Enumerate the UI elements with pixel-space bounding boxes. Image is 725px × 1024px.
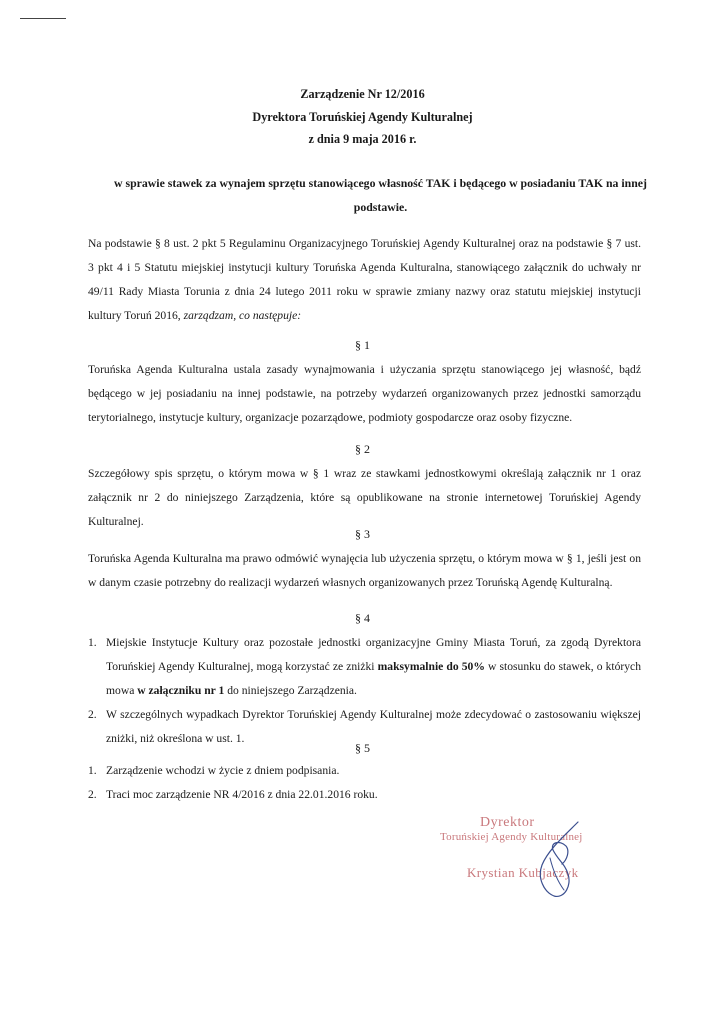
handwritten-signature (520, 820, 600, 900)
list-item (88, 783, 641, 807)
section-1-text: Toruńska Agenda Kulturalna ustala zasady wynajmowania i użyczania sprzętu stanowiącego jej własność, bądź będącego w jej posiadaniu na innej podstawie, na potrzeby wydarzeń organizowanych przez jednostki samorządu terytorialnego, instytucje kultury, organizacje pozarządowe, podmioty gospodarcze oraz osoby fizyczne. (88, 363, 641, 424)
issuer: Dyrektora Toruńskiej Agendy Kulturalnej (252, 110, 473, 124)
stamp-name: Krystian Kubjaczyk (467, 865, 579, 880)
item-text: Traci moc zarządzenie NR 4/2016 z dnia 22.01.2016 roku. (106, 788, 378, 801)
item-bold: maksymalnie do 50% (377, 660, 485, 673)
preamble-italic: zarządzam, co następuje: (183, 309, 302, 322)
order-date: z dnia 9 maja 2016 r. (308, 132, 417, 146)
section-4-list (88, 631, 641, 751)
section-1-heading: § 1 (355, 338, 370, 352)
order-number: Zarządzenie Nr 12/2016 (300, 87, 425, 101)
section-3-text: Toruńska Agenda Kulturalna ma prawo odmówić wynajęcia lub użyczenia sprzętu, o którym mowa w § 1, jeśli jest on w danym czasie potrzebny do realizacji wydarzeń własnych organizowanych przez Toruńską Agendę Kulturalną. (88, 552, 641, 589)
list-item (88, 631, 641, 703)
item-text: do niniejszego Zarządzenia. (224, 684, 357, 697)
item-number: 2. (88, 788, 97, 801)
section-5-heading: § 5 (355, 741, 370, 755)
section-5-list (88, 759, 641, 807)
section-2-text: Szczegółowy spis sprzętu, o którym mowa w § 1 wraz ze stawkami jednostkowymi określają załącznik nr 1 oraz załącznik nr 2 do niniejszego Zarządzenia, które są opublikowane na stronie internetowej Toruńskiej Agendy Kulturalnej. (88, 467, 641, 528)
item-bold: w załączniku nr 1 (137, 684, 225, 697)
order-subject: w sprawie stawek za wynajem sprzętu stanowiącego własność TAK i będącego w posiadaniu TAK na innej podstawie. (114, 176, 647, 214)
item-text: W szczególnych wypadkach Dyrektor Toruńskiej Agendy Kulturalnej może zdecydować o zastosowaniu większej zniżki, niż określona w ust. 1. (106, 708, 641, 745)
item-number: 1. (88, 636, 97, 649)
preamble-text: Na podstawie § 8 ust. 2 pkt 5 Regulaminu Organizacyjnego Toruńskiej Agendy Kulturalnej oraz na podstawie § 7 ust. 3 pkt 4 i 5 Statutu miejskiej instytucji kultury Toruńska Agenda Kulturalna, stanowiącego załącznik do uchwały nr 49/11 Rady Miasta Torunia z dnia 24 lutego 2011 roku w sprawie zmiany nazwy oraz statutu miejskiej instytucji kultury Toruń 2016, (88, 237, 641, 322)
item-number: 2. (88, 708, 97, 721)
item-text: w stosunku do stawek, o których mowa (106, 660, 641, 697)
stamp-title: Dyrektor (480, 815, 535, 830)
item-number: 1. (88, 764, 97, 777)
scan-mark (20, 18, 66, 19)
section-3-heading: § 3 (355, 527, 370, 541)
item-text: Zarządzenie wchodzi w życie z dniem podpisania. (106, 764, 340, 777)
section-4-heading: § 4 (355, 611, 370, 625)
section-2-heading: § 2 (355, 442, 370, 456)
list-item (88, 759, 641, 783)
preamble (88, 232, 641, 328)
item-text: Miejskie Instytucje Kultury oraz pozostałe jednostki organizacyjne Gminy Miasta Toruń, za zgodą Dyrektora Toruńskiej Agendy Kulturalnej, mogą korzystać ze zniżki (106, 636, 641, 673)
stamp-organization: Toruńskiej Agendy Kulturalnej (440, 831, 583, 843)
